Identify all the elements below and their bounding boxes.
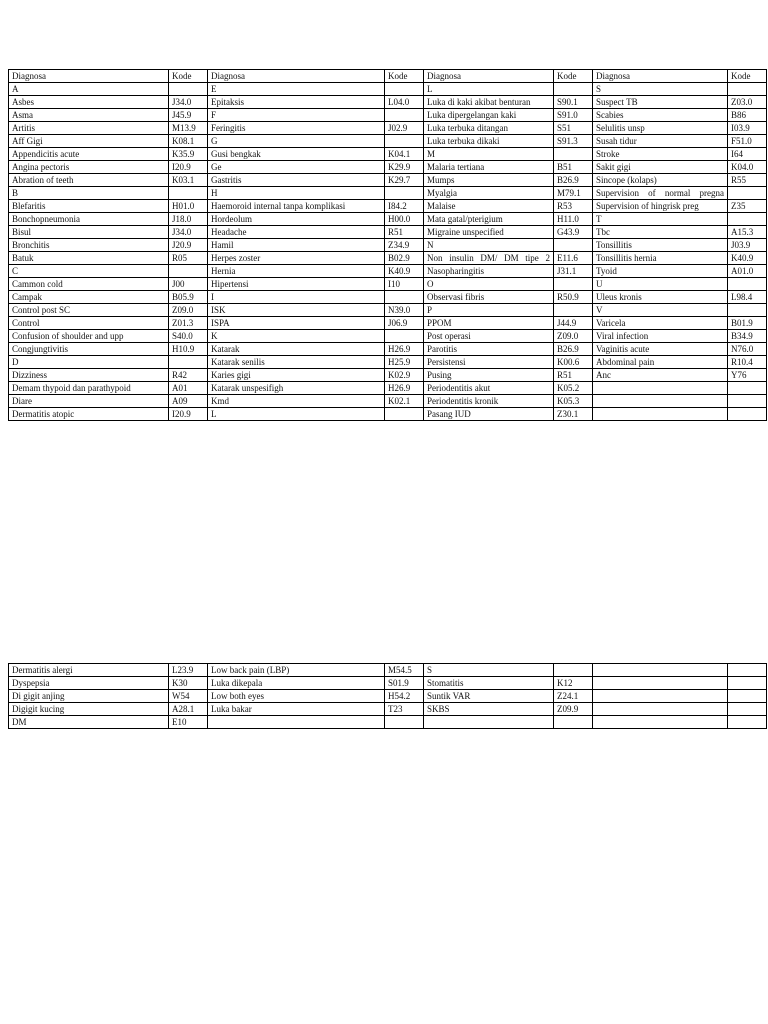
icd-code-cell: R05 xyxy=(169,252,208,265)
icd-code-cell: L98.4 xyxy=(728,291,767,304)
icd-code-cell: W54 xyxy=(169,690,208,703)
diagnosis-cell: S xyxy=(424,664,554,677)
table-row xyxy=(9,330,767,343)
diagnosis-cell: Hamil xyxy=(208,239,385,252)
diagnosis-cell: SKBS xyxy=(424,703,554,716)
table-row xyxy=(9,408,767,421)
diagnosis-cell xyxy=(593,408,728,421)
icd-code-cell: K04.1 xyxy=(385,148,424,161)
icd-code-cell: R51 xyxy=(554,369,593,382)
icd-code-cell: K35.9 xyxy=(169,148,208,161)
table-row xyxy=(9,677,767,690)
icd-code-cell: H11.0 xyxy=(554,213,593,226)
diagnosis-cell: Scabies xyxy=(593,109,728,122)
icd-code-cell: Z03.0 xyxy=(728,96,767,109)
diagnosis-cell: Periodentitis akut xyxy=(424,382,554,395)
diagnosis-cell xyxy=(593,677,728,690)
diagnosis-cell: Dyspepsia xyxy=(9,677,169,690)
icd-code-cell xyxy=(554,83,593,96)
icd-code-cell: J06.9 xyxy=(385,317,424,330)
diagnosis-cell: Feringitis xyxy=(208,122,385,135)
diagnosis-cell: N xyxy=(424,239,554,252)
icd-code-cell: J20.9 xyxy=(169,239,208,252)
diagnosis-cell: Tbc xyxy=(593,226,728,239)
diagnosis-cell: Confusion of shoulder and upp xyxy=(9,330,169,343)
table-row xyxy=(9,690,767,703)
icd-code-cell: S91.3 xyxy=(554,135,593,148)
icd-code-cell: A01.0 xyxy=(728,265,767,278)
diagnosis-cell: Headache xyxy=(208,226,385,239)
icd-code-cell: H26.9 xyxy=(385,343,424,356)
diagnosis-cell: Kmd xyxy=(208,395,385,408)
diagnosis-cell: D xyxy=(9,356,169,369)
icd-code-cell: R55 xyxy=(728,174,767,187)
table-row xyxy=(9,239,767,252)
diagnosis-cell: Abdominal pain xyxy=(593,356,728,369)
icd-code-cell: R42 xyxy=(169,369,208,382)
diagnosis-cell: T xyxy=(593,213,728,226)
table-row xyxy=(9,343,767,356)
diagnosis-cell: Low back pain (LBP) xyxy=(208,664,385,677)
diagnosis-cell xyxy=(593,382,728,395)
icd-code-cell xyxy=(385,83,424,96)
icd-code-cell: J00 xyxy=(169,278,208,291)
icd-code-cell: I03.9 xyxy=(728,122,767,135)
icd-code-cell: H00.0 xyxy=(385,213,424,226)
icd-code-cell: K40.9 xyxy=(385,265,424,278)
table-row xyxy=(9,213,767,226)
icd-code-cell: R53 xyxy=(554,200,593,213)
diagnosis-cell: Luka dikepala xyxy=(208,677,385,690)
diagnosis-cell: K xyxy=(208,330,385,343)
icd-code-cell: Y76 xyxy=(728,369,767,382)
icd-code-cell: J02.9 xyxy=(385,122,424,135)
diagnosa-header: Diagnosa xyxy=(208,70,385,83)
icd-code-cell: K08.1 xyxy=(169,135,208,148)
kode-header: Kode xyxy=(385,70,424,83)
icd-code-cell: A28.1 xyxy=(169,703,208,716)
table-row xyxy=(9,187,767,200)
diagnosis-cell: Haemoroid internal tanpa komplikasi xyxy=(208,200,385,213)
icd-code-cell xyxy=(554,664,593,677)
table-row xyxy=(9,278,767,291)
diagnosis-cell: Nasopharingitis xyxy=(424,265,554,278)
kode-header: Kode xyxy=(169,70,208,83)
diagnosis-cell: P xyxy=(424,304,554,317)
diagnosis-cell: Blefaritis xyxy=(9,200,169,213)
diagnosis-cell: Sincope (kolaps) xyxy=(593,174,728,187)
diagnosis-cell: Hernia xyxy=(208,265,385,278)
table-row xyxy=(9,83,767,96)
diagnosis-cell: Tonsillitis hernia xyxy=(593,252,728,265)
diagnosis-cell: Artitis xyxy=(9,122,169,135)
diagnosis-cell: Uleus kronis xyxy=(593,291,728,304)
icd-code-cell: B26.9 xyxy=(554,343,593,356)
diagnosis-cell: Control post SC xyxy=(9,304,169,317)
diagnosis-cell: Varicela xyxy=(593,317,728,330)
diagnosis-cell: Batuk xyxy=(9,252,169,265)
diagnosis-cell xyxy=(208,716,385,729)
icd-code-cell: J45.9 xyxy=(169,109,208,122)
icd-code-cell: M54.5 xyxy=(385,664,424,677)
icd-code-cell: Z09.0 xyxy=(169,304,208,317)
icd-code-cell: K00.6 xyxy=(554,356,593,369)
diagnosis-cell: F xyxy=(208,109,385,122)
icd-code-cell: H01.0 xyxy=(169,200,208,213)
diagnosis-cell: Parotitis xyxy=(424,343,554,356)
diagnosis-code-table xyxy=(8,69,767,421)
icd-code-cell: A01 xyxy=(169,382,208,395)
table-row xyxy=(9,122,767,135)
diagnosis-cell xyxy=(593,690,728,703)
icd-code-cell: J44.9 xyxy=(554,317,593,330)
icd-code-cell: B86 xyxy=(728,109,767,122)
icd-code-cell: B05.9 xyxy=(169,291,208,304)
diagnosis-cell: Digigit kucing xyxy=(9,703,169,716)
diagnosis-cell: Asbes xyxy=(9,96,169,109)
icd-code-cell: Z09.9 xyxy=(554,703,593,716)
table-row xyxy=(9,252,767,265)
icd-code-cell: M13.9 xyxy=(169,122,208,135)
icd-code-cell: K05.2 xyxy=(554,382,593,395)
icd-code-cell xyxy=(554,304,593,317)
icd-code-cell xyxy=(169,83,208,96)
icd-code-cell: E10 xyxy=(169,716,208,729)
icd-code-cell: S90.1 xyxy=(554,96,593,109)
icd-code-cell: K04.0 xyxy=(728,161,767,174)
diagnosis-cell: Non insulin DM/ DM tipe 2 xyxy=(424,252,554,265)
diagnosis-cell: Asma xyxy=(9,109,169,122)
diagnosis-cell: Periodentitis kronik xyxy=(424,395,554,408)
icd-code-cell: K02.1 xyxy=(385,395,424,408)
icd-code-cell: K30 xyxy=(169,677,208,690)
diagnosis-cell: Malaise xyxy=(424,200,554,213)
table-row xyxy=(9,664,767,677)
diagnosis-cell: Persistensi xyxy=(424,356,554,369)
table-row xyxy=(9,703,767,716)
table-row xyxy=(9,356,767,369)
table-header-row xyxy=(9,70,767,83)
icd-code-cell xyxy=(728,408,767,421)
diagnosis-cell: C xyxy=(9,265,169,278)
diagnosis-cell: Bisul xyxy=(9,226,169,239)
table-row xyxy=(9,135,767,148)
icd-code-cell xyxy=(385,187,424,200)
icd-code-cell xyxy=(385,291,424,304)
icd-code-cell xyxy=(169,265,208,278)
icd-code-cell xyxy=(728,213,767,226)
icd-code-cell xyxy=(728,83,767,96)
diagnosis-cell: Katarak unspesifigh xyxy=(208,382,385,395)
diagnosis-cell: Supervision of normal pregna xyxy=(593,187,728,200)
diagnosis-cell: Selulitis unsp xyxy=(593,122,728,135)
icd-code-cell: B34.9 xyxy=(728,330,767,343)
diagnosis-cell: Ge xyxy=(208,161,385,174)
diagnosis-cell: O xyxy=(424,278,554,291)
icd-code-cell: R50.9 xyxy=(554,291,593,304)
icd-code-cell: Z24.1 xyxy=(554,690,593,703)
icd-code-cell xyxy=(385,408,424,421)
table-row xyxy=(9,716,767,729)
diagnosis-cell xyxy=(593,716,728,729)
diagnosis-cell: Tonsillitis xyxy=(593,239,728,252)
diagnosis-cell: Katarak senilis xyxy=(208,356,385,369)
icd-code-cell: T23 xyxy=(385,703,424,716)
table-row xyxy=(9,226,767,239)
table-row xyxy=(9,200,767,213)
diagnosis-cell: Epitaksis xyxy=(208,96,385,109)
diagnosis-cell: Observasi fibris xyxy=(424,291,554,304)
icd-code-cell: Z30.1 xyxy=(554,408,593,421)
diagnosis-cell: Dizziness xyxy=(9,369,169,382)
icd-code-cell: J34.0 xyxy=(169,96,208,109)
diagnosa-header: Diagnosa xyxy=(9,70,169,83)
diagnosis-cell: Karies gigi xyxy=(208,369,385,382)
icd-code-cell: S01.9 xyxy=(385,677,424,690)
icd-code-cell: J03.9 xyxy=(728,239,767,252)
diagnosis-code-table-continued xyxy=(8,663,767,729)
diagnosis-cell: G xyxy=(208,135,385,148)
diagnosis-cell xyxy=(593,703,728,716)
diagnosis-cell: M xyxy=(424,148,554,161)
icd-code-cell: K40.9 xyxy=(728,252,767,265)
diagnosis-cell: Myalgia xyxy=(424,187,554,200)
diagnosis-cell: Congjungtivitis xyxy=(9,343,169,356)
diagnosis-cell: V xyxy=(593,304,728,317)
diagnosis-cell: L xyxy=(424,83,554,96)
icd-code-cell xyxy=(385,109,424,122)
icd-code-cell: S91.0 xyxy=(554,109,593,122)
icd-code-cell: Z09.0 xyxy=(554,330,593,343)
diagnosis-cell: Pasang IUD xyxy=(424,408,554,421)
diagnosis-cell: Mata gatal/pterigium xyxy=(424,213,554,226)
diagnosis-cell: Herpes zoster xyxy=(208,252,385,265)
diagnosis-cell: Migraine unspecified xyxy=(424,226,554,239)
table-row xyxy=(9,265,767,278)
diagnosis-cell: Susah tidur xyxy=(593,135,728,148)
diagnosa-header: Diagnosa xyxy=(424,70,554,83)
icd-code-cell xyxy=(728,395,767,408)
icd-code-cell: J34.0 xyxy=(169,226,208,239)
icd-code-cell: I20.9 xyxy=(169,161,208,174)
icd-code-cell: R10.4 xyxy=(728,356,767,369)
icd-code-cell xyxy=(385,135,424,148)
diagnosis-cell: Luka terbuka ditangan xyxy=(424,122,554,135)
icd-code-cell: A15.3 xyxy=(728,226,767,239)
diagnosis-cell: Campak xyxy=(9,291,169,304)
diagnosis-cell: S xyxy=(593,83,728,96)
icd-code-cell xyxy=(554,278,593,291)
icd-code-cell: S40.0 xyxy=(169,330,208,343)
diagnosis-cell: U xyxy=(593,278,728,291)
icd-code-cell xyxy=(728,703,767,716)
icd-code-cell: N76.0 xyxy=(728,343,767,356)
diagnosis-cell: Luka terbuka dikaki xyxy=(424,135,554,148)
icd-code-cell xyxy=(169,187,208,200)
diagnosis-cell: E xyxy=(208,83,385,96)
icd-code-cell: Z34.9 xyxy=(385,239,424,252)
diagnosis-cell: Luka bakar xyxy=(208,703,385,716)
diagnosis-cell: Sakit gigi xyxy=(593,161,728,174)
icd-code-cell: J31.1 xyxy=(554,265,593,278)
icd-code-cell: H26.9 xyxy=(385,382,424,395)
icd-code-cell: S51 xyxy=(554,122,593,135)
table-row xyxy=(9,369,767,382)
icd-code-cell: A09 xyxy=(169,395,208,408)
table-row xyxy=(9,304,767,317)
table-row xyxy=(9,317,767,330)
diagnosis-cell: Luka di kaki akibat benturan xyxy=(424,96,554,109)
table-row xyxy=(9,174,767,187)
diagnosis-cell xyxy=(593,664,728,677)
diagnosis-cell: Demam thypoid dan parathypoid xyxy=(9,382,169,395)
diagnosis-cell: DM xyxy=(9,716,169,729)
table-row xyxy=(9,96,767,109)
diagnosis-cell: Anc xyxy=(593,369,728,382)
icd-code-cell: G43.9 xyxy=(554,226,593,239)
kode-header: Kode xyxy=(554,70,593,83)
icd-code-cell: B01.9 xyxy=(728,317,767,330)
diagnosis-cell: B xyxy=(9,187,169,200)
diagnosis-cell: Suspect TB xyxy=(593,96,728,109)
diagnosis-cell: Stroke xyxy=(593,148,728,161)
diagnosis-cell: Hipertensi xyxy=(208,278,385,291)
icd-code-cell: I64 xyxy=(728,148,767,161)
icd-code-cell: I84.2 xyxy=(385,200,424,213)
diagnosa-header: Diagnosa xyxy=(593,70,728,83)
diagnosis-cell: Supervision of hingrisk preg xyxy=(593,200,728,213)
diagnosis-cell: Stomatitis xyxy=(424,677,554,690)
diagnosis-cell: Suntik VAR xyxy=(424,690,554,703)
icd-code-cell xyxy=(554,716,593,729)
icd-code-cell: K05.3 xyxy=(554,395,593,408)
icd-code-cell: K29.9 xyxy=(385,161,424,174)
diagnosis-cell: Pusing xyxy=(424,369,554,382)
diagnosis-cell: Mumps xyxy=(424,174,554,187)
icd-code-cell xyxy=(385,330,424,343)
diagnosis-cell: Control xyxy=(9,317,169,330)
icd-code-cell: B26.9 xyxy=(554,174,593,187)
diagnosis-cell: H xyxy=(208,187,385,200)
icd-code-cell: I10 xyxy=(385,278,424,291)
diagnosis-cell: Bronchitis xyxy=(9,239,169,252)
icd-code-cell: Z01.3 xyxy=(169,317,208,330)
icd-code-cell xyxy=(728,382,767,395)
table-row xyxy=(9,382,767,395)
diagnosis-cell: ISPA xyxy=(208,317,385,330)
icd-code-cell: H25.9 xyxy=(385,356,424,369)
icd-code-cell: B51 xyxy=(554,161,593,174)
diagnosis-cell: Tyoid xyxy=(593,265,728,278)
diagnosis-cell: Angina pectoris xyxy=(9,161,169,174)
icd-code-cell xyxy=(728,690,767,703)
icd-code-cell: Z35 xyxy=(728,200,767,213)
diagnosis-cell: I xyxy=(208,291,385,304)
diagnosis-cell: Gusi bengkak xyxy=(208,148,385,161)
diagnosis-cell: ISK xyxy=(208,304,385,317)
diagnosis-cell: Aff Gigi xyxy=(9,135,169,148)
icd-code-cell: B02.9 xyxy=(385,252,424,265)
icd-code-cell: I20.9 xyxy=(169,408,208,421)
icd-code-cell: E11.6 xyxy=(554,252,593,265)
icd-code-cell: K03.1 xyxy=(169,174,208,187)
diagnosis-cell: Di gigit anjing xyxy=(9,690,169,703)
diagnosis-cell: Cammon cold xyxy=(9,278,169,291)
diagnosis-cell: Post operasi xyxy=(424,330,554,343)
diagnosis-cell xyxy=(424,716,554,729)
icd-code-cell: L04.0 xyxy=(385,96,424,109)
diagnosis-cell: Gastritis xyxy=(208,174,385,187)
table-row xyxy=(9,161,767,174)
diagnosis-cell: Dermatitis atopic xyxy=(9,408,169,421)
diagnosis-cell: Dermatitis alergi xyxy=(9,664,169,677)
icd-code-cell: H54.2 xyxy=(385,690,424,703)
icd-code-cell: K02.9 xyxy=(385,369,424,382)
diagnosis-cell: Appendicitis acute xyxy=(9,148,169,161)
diagnosis-cell: A xyxy=(9,83,169,96)
icd-code-cell xyxy=(728,716,767,729)
kode-header: Kode xyxy=(728,70,767,83)
icd-code-cell xyxy=(554,148,593,161)
icd-code-cell: M79.1 xyxy=(554,187,593,200)
diagnosis-cell: Hordeolum xyxy=(208,213,385,226)
diagnosis-cell: Luka dipergelangan kaki xyxy=(424,109,554,122)
diagnosis-cell xyxy=(593,395,728,408)
icd-code-cell xyxy=(728,278,767,291)
icd-code-cell: K29.7 xyxy=(385,174,424,187)
diagnosis-cell: L xyxy=(208,408,385,421)
icd-code-cell xyxy=(554,239,593,252)
icd-code-cell: N39.0 xyxy=(385,304,424,317)
diagnosis-cell: Vaginitis acute xyxy=(593,343,728,356)
table-row xyxy=(9,109,767,122)
diagnosis-cell: Malaria tertiana xyxy=(424,161,554,174)
icd-code-cell xyxy=(728,664,767,677)
diagnosis-cell: Low both eyes xyxy=(208,690,385,703)
diagnosis-cell: Viral infection xyxy=(593,330,728,343)
icd-code-cell xyxy=(385,716,424,729)
diagnosis-cell: Abration of teeth xyxy=(9,174,169,187)
diagnosis-cell: Bonchopneumonia xyxy=(9,213,169,226)
table-row xyxy=(9,291,767,304)
icd-code-cell xyxy=(169,356,208,369)
diagnosis-cell: Katarak xyxy=(208,343,385,356)
icd-code-cell xyxy=(728,304,767,317)
icd-code-cell xyxy=(728,187,767,200)
icd-code-cell: R51 xyxy=(385,226,424,239)
icd-code-cell: F51.0 xyxy=(728,135,767,148)
icd-code-cell xyxy=(728,677,767,690)
table-row xyxy=(9,148,767,161)
icd-code-cell: H10.9 xyxy=(169,343,208,356)
icd-code-cell: K12 xyxy=(554,677,593,690)
table-row xyxy=(9,395,767,408)
icd-code-cell: L23.9 xyxy=(169,664,208,677)
diagnosis-cell: PPOM xyxy=(424,317,554,330)
icd-code-cell: J18.0 xyxy=(169,213,208,226)
diagnosis-cell: Diare xyxy=(9,395,169,408)
